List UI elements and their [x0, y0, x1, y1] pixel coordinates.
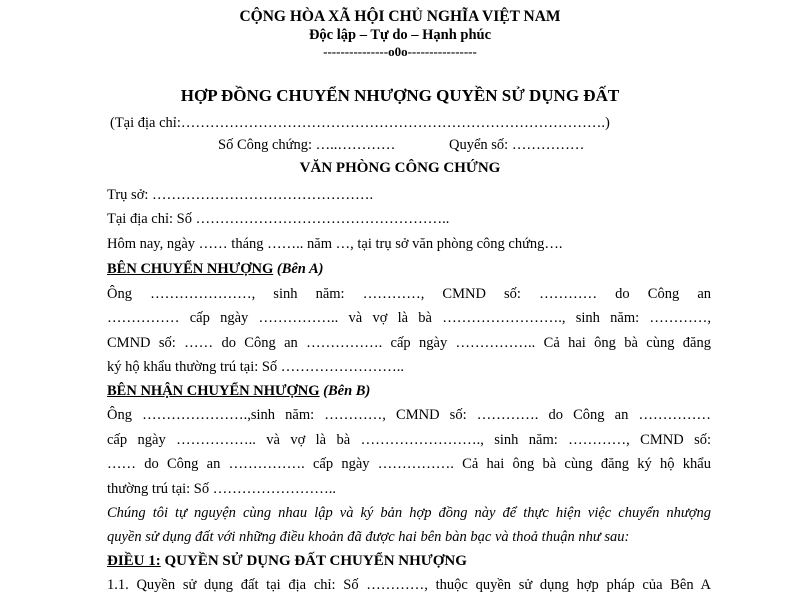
today-statement: Hôm nay, ngày …… tháng …….. năm …, tại trụ sở văn phòng công chứng….	[107, 236, 563, 252]
party-b-heading-text: BÊN NHẬN CHUYỂN NHƯỢNG	[107, 383, 320, 399]
document-title: HỢP ĐỒNG CHUYỂN NHƯỢNG QUYỀN SỬ DỤNG ĐẤT	[180, 86, 620, 105]
party-b-line-2: cấp ngày …………….. và vợ là bà ……………………., sinh năm: …………, CMND số:	[107, 432, 711, 448]
notary-book: Quyển số: ……………	[449, 137, 585, 153]
party-a-heading	[107, 261, 323, 278]
national-motto: Độc lập – Tự do – Hạnh phúc	[308, 27, 492, 43]
party-a-line-3: CMND số: …… do Công an ……………. cấp ngày …………….. Cả hai ông bà cùng đăng	[107, 335, 711, 351]
national-heading: CỘNG HÒA XÃ HỘI CHỦ NGHĨA VIỆT NAM	[239, 8, 561, 25]
article-1-item-1: 1.1. Quyền sử dụng đất tại địa chỉ: Số …………, thuộc quyền sử dụng hợp pháp của Bên A	[107, 577, 711, 593]
office-headquarters: Trụ sở: ……………………………………….	[107, 187, 374, 203]
party-b-label: (Bên B)	[323, 383, 371, 399]
article-1-heading	[107, 553, 467, 570]
party-b-line-4: thường trú tại: Số ……………………..	[107, 481, 336, 497]
article-1-title: QUYỀN SỬ DỤNG ĐẤT CHUYỂN NHƯỢNG	[160, 553, 467, 569]
agreement-line-2: quyền sử dụng đất với những điều khoản đã được hai bên bàn bạc và thoả thuận như sau:	[107, 529, 630, 545]
party-b-line-1: Ông ………………….,sinh năm: …………, CMND số: …………. do Công an ……………	[107, 407, 711, 423]
notary-office-heading: VĂN PHÒNG CÔNG CHỨNG	[299, 160, 501, 176]
party-b-heading	[107, 383, 370, 400]
party-a-line-4: ký hộ khẩu thường trú tại: Số ……………………..	[107, 359, 405, 375]
party-b-line-3: …… do Công an ……………. cấp ngày ……………. Cả hai ông bà cùng đăng ký hộ khẩu	[107, 456, 711, 472]
notary-number: Số Công chứng: …..…………	[218, 137, 396, 153]
party-a-label: (Bên A)	[276, 261, 324, 277]
party-a-line-1: Ông …………………, sinh năm: …………, CMND số: ………… do Công an	[107, 286, 711, 302]
party-a-line-2: …………… cấp ngày …………….. và vợ là bà ……………………., sinh năm: …………,	[107, 310, 711, 326]
heading-separator: ---------------o0o----------------	[323, 44, 477, 59]
address-line: (Tại địa chỉ:…………………………………………………………………………….)	[110, 115, 610, 131]
office-address: Tại địa chỉ: Số ……………………………………………..	[107, 211, 450, 227]
party-a-heading-text: BÊN CHUYỂN NHƯỢNG	[107, 261, 274, 277]
agreement-line-1: Chúng tôi tự nguyện cùng nhau lập và ký bản hợp đồng này để thực hiện việc chuyển nhượng	[107, 505, 711, 521]
article-1-label: ĐIỀU 1:	[107, 553, 161, 569]
